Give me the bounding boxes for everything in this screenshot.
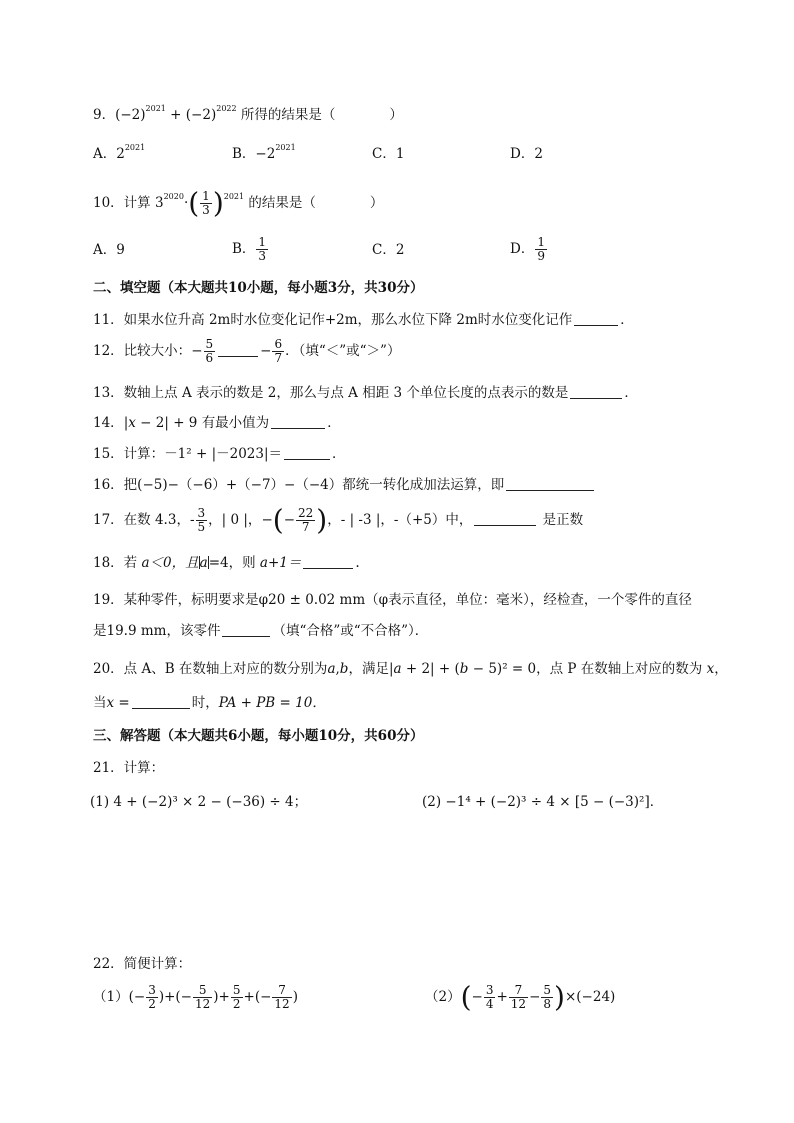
q9-expression: $(-2)^{2021} + (-2)^{2022}$ [115,104,237,123]
q9-stem: 所得的结果是（ ） [240,107,403,123]
q10-number: 10．计算 [93,195,151,211]
question-17: 17．在数 4.3，- $\frac{3}{5}$ ，| 0 |，−(− $\frac{22}{7}$ )，- | -3 |，-（+5）中， 是正数 [93,503,584,537]
question-12: 12．比较大小：− $\frac{5}{6}$ − $\frac{6}{7}$ ．（填“＜”或“＞”） [93,337,401,365]
question-19-line-2: 是19.9 mm，该零件 （填“合格”或“不合格”）． [93,623,429,639]
question-19-line-1: 19．某种零件，标明要求是φ20 ± 0.02 mm（φ表示直径，单位：毫米），经检查，一个零件的直径 [93,592,692,608]
answer-blank[interactable] [574,312,618,326]
q9-number: 9． [93,107,116,123]
q22-part-1: （1）(− $\frac{3}{2}$ )+(− $\frac{5}{12}$ )+ $\frac{5}{2}$ +(− $\frac{7}{12}$ ) [93,983,298,1011]
section-2-heading: 二、填空题（本大题共10小题，每小题3分，共30分） [93,280,424,296]
question-9 [93,106,403,126]
answer-blank[interactable] [570,385,622,399]
q9-option-c[interactable]: C．1 [372,146,405,162]
q10-option-d[interactable]: D． $\frac{1}{9}$ [510,235,545,263]
q9-option-d[interactable]: D．2 [510,146,543,162]
q9-option-a[interactable]: A．$2^{2021}$ [93,143,146,162]
section-3-heading: 三、解答题（本大题共6小题，每小题10分，共60分） [93,728,424,744]
question-14: 14．|x − 2| + 9 有最小值为 ． [93,415,341,431]
answer-blank[interactable] [303,555,353,569]
q10-option-b[interactable]: B． $\frac{1}{3}$ [232,235,267,263]
question-20-line-2: 当x = 时，PA + PB = 10． [93,695,326,711]
answer-blank[interactable] [222,623,270,637]
question-20-line-1: 20．点 A、B 在数轴上对应的数分别为a,b，满足|a + 2| + (b − 5)² = 0，点 P 在数轴上对应的数为 x， [93,661,728,677]
question-16: 16．把(−5)−（−6）+（−7）−（−4）都统一转化成加法运算，即 [93,476,596,494]
q9-option-b[interactable]: B．$-2^{2021}$ [232,143,296,162]
question-13: 13．数轴上点 A 表示的数是 2，那么与点 A 相距 3 个单位长度的点表示的数是 ． [93,385,638,401]
question-10: 10．计算 $3^{2020}\cdot$( $\frac{1}{3}$ )$^{2021}$ 的结果是（ ） [93,186,384,220]
question-18: 18．若 a＜0，且a=4，则 a+1＝ . [93,555,360,571]
question-22-title: 22．简便计算： [93,956,192,972]
q21-part-1: (1) 4 + (−2)³ × 2 − (−36) ÷ 4； [90,794,308,810]
q22-part-2: （2）(− $\frac{3}{4}$ + $\frac{7}{12}$ − $\frac{5}{8}$ )×(−24) [425,980,616,1014]
q21-part-2: (2) −1⁴ + (−2)³ ÷ 4 × [5 − (−3)²]． [422,794,664,810]
question-15: 15．计算：－1² + |－2023|＝ ． [93,446,346,462]
question-21-title: 21．计算： [93,760,165,776]
answer-blank[interactable] [284,446,330,460]
answer-blank[interactable] [271,415,325,429]
question-11: 11．如果水位升高 2m时水位变化记作+2m，那么水位下降 2m时水位变化记作 ． [93,312,634,328]
q10-stem: 的结果是（ ） [248,195,384,211]
answer-blank[interactable] [218,343,258,357]
answer-blank[interactable] [474,512,536,526]
answer-blank[interactable] [506,477,594,491]
q10-fraction: $\frac{1}{3}$ [202,189,210,217]
answer-blank[interactable] [132,695,190,709]
q10-option-c[interactable]: C．2 [372,242,405,258]
q10-option-a[interactable]: A．9 [93,242,125,258]
